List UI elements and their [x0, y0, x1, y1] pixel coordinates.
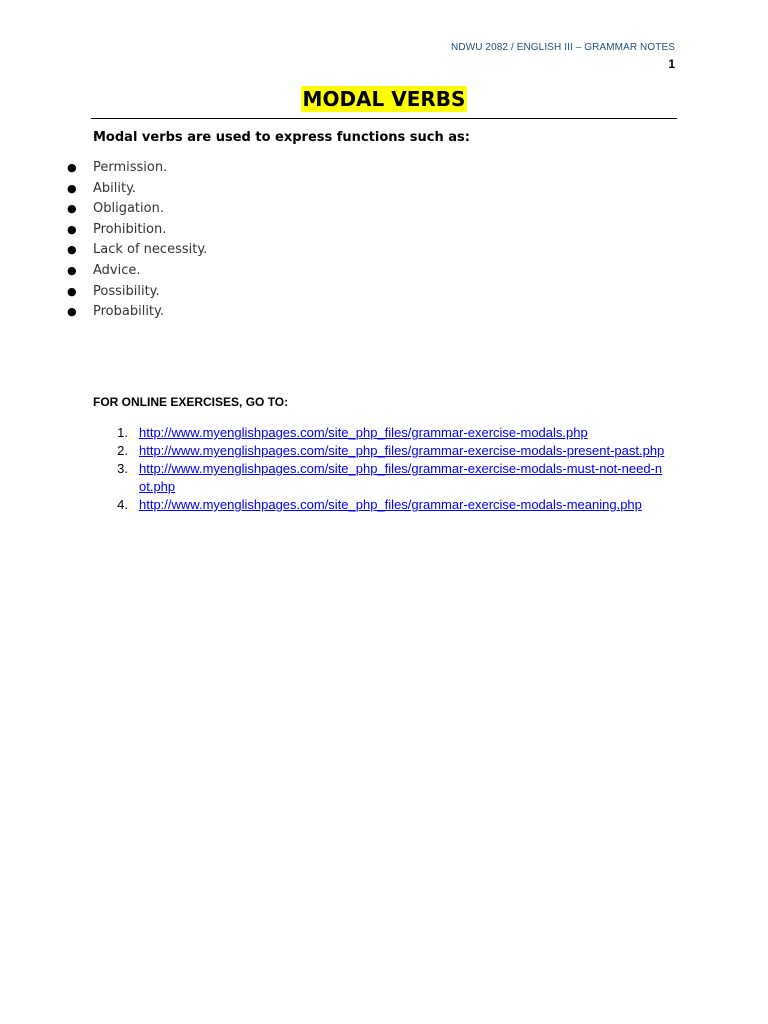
bullet-icon: ●	[67, 243, 77, 257]
page-number: 1	[668, 57, 675, 71]
exercise-link[interactable]: http://www.myenglishpages.com/site_php_files/grammar-exercise-modals-present-past.php	[139, 443, 665, 458]
link-number: 2.	[117, 443, 128, 458]
exercise-link[interactable]: http://www.myenglishpages.com/site_php_files/grammar-exercise-modals-meaning.php	[139, 497, 642, 512]
exercise-links-list	[0, 424, 669, 514]
list-item	[0, 442, 669, 460]
function-label: Lack of necessity.	[93, 242, 208, 258]
link-number: 3.	[117, 461, 128, 476]
bullet-icon: ●	[67, 161, 77, 174]
bullet-icon: ●	[67, 263, 77, 277]
function-label: Possibility.	[93, 283, 160, 299]
function-label: Ability.	[93, 180, 137, 196]
bullet-icon: ●	[67, 305, 77, 319]
header-text: NDWU 2082 / ENGLISH III – GRAMMAR NOTES	[451, 42, 675, 53]
function-label: Advice.	[93, 262, 141, 278]
link-number: 1.	[117, 425, 128, 440]
list-item	[0, 424, 669, 442]
exercises-heading: FOR ONLINE EXERCISES, GO TO:	[93, 395, 289, 409]
page-title: MODAL VERBS	[302, 87, 466, 111]
link-number: 4.	[117, 497, 128, 512]
bullet-icon: ●	[67, 181, 77, 195]
list-item	[0, 496, 669, 514]
bullet-icon: ●	[67, 222, 77, 236]
bullet-icon: ●	[67, 284, 77, 298]
title-divider	[91, 118, 677, 119]
exercise-link[interactable]: http://www.myenglishpages.com/site_php_files/grammar-exercise-modals-must-not-need-not.php	[139, 461, 663, 494]
bullet-icon: ●	[67, 202, 77, 216]
title-wrap	[0, 86, 768, 112]
intro-text: Modal verbs are used to express functions such as:	[93, 130, 470, 145]
function-label: Prohibition.	[93, 221, 167, 237]
exercise-link[interactable]: http://www.myenglishpages.com/site_php_files/grammar-exercise-modals.php	[139, 425, 588, 440]
function-label: Obligation.	[93, 201, 164, 217]
list-item	[0, 460, 669, 496]
page-header	[451, 42, 675, 71]
function-label: Probability.	[93, 304, 164, 320]
function-label: Permission.	[93, 160, 168, 175]
